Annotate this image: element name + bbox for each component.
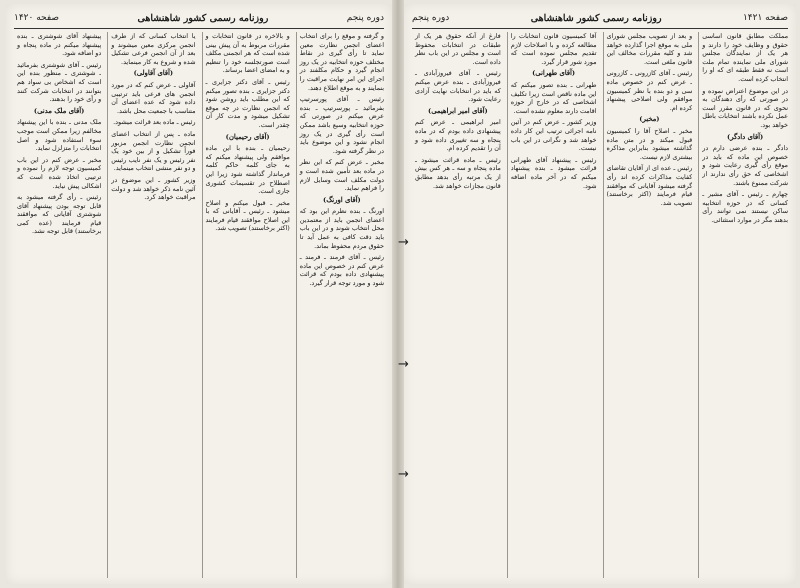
- paragraph: رئیس ـ رأی گرفته میشود به قابل توجه بودن پیشنهاد آقای شوشتری آقایانی که موافقند قیام فرمایند (عده کمی برخاستند) قابل توجه نشد.: [17, 193, 102, 236]
- right-header-rule: [412, 28, 788, 29]
- left-page-header: [14, 10, 384, 26]
- left-page: [6, 4, 392, 584]
- paragraph: پیشنهاد آقای شوشتری ـ بنده پیشنهاد میکنم در ماده پنجاه و دو اضافه شود.: [17, 32, 102, 58]
- right-issue-label: دوره پنجم: [412, 13, 450, 23]
- right-newspaper-title: روزنامه رسمی کشور شاهنشاهی: [530, 12, 662, 24]
- paragraph: طهرانی ـ بنده تصور میکنم که این ماده ناقص است زیرا تکلیف اشخاصی که در خارج از حوزه اقامت دارند معلوم نشده است.: [510, 80, 597, 115]
- paragraph: ملک مدنی ـ بنده با این پیشنهاد مخالفم زیرا ممکن است موجب سوء استفاده شود و اصل انتخابات را متزلزل نماید.: [17, 118, 102, 153]
- left-column: [202, 32, 290, 578]
- paragraph: چهارم ـ رئیس ـ آقای مشیر ـ کسانی که در حوزه انتخابیه ساکن نیستند نمی توانند رأی بدهند مگر در موارد استثنائی.: [702, 190, 788, 224]
- paragraph: رئیس ـ پیشنهاد آقای طهرانی قرائت میشود ـ بنده پیشنهاد میکنم که در آخر ماده اضافه شود.: [510, 155, 597, 190]
- paragraph: مخبر ـ عرض کنم که این نظر در ماده بعد تأمین شده است و دولت مکلف است وسایل لازم را فراهم نماید.: [299, 158, 384, 193]
- paragraph: ماده ـ پس از انتخاب اعضای انجمن نظارت انجمن مزبور فوراً تشکیل و از بین خود یک نفر رئیس و یک نفر نایب رئیس و دو نفر منشی انتخاب مینماید.: [111, 129, 196, 173]
- paragraph: رئیس ـ آقای شوشتری بفرمائید ـ شوشتری ـ منظور بنده این است که اشخاص بی سواد هم بتوانند در انتخابات شرکت کنند و رأی خود را بدهند.: [17, 60, 102, 104]
- paragraph: رئیس ـ آقای فرمند ـ فرمند ـ عرض کنم در خصوص این ماده پیشنهادی داده بودم که قرائت شود و مورد توجه قرار گیرد.: [299, 253, 384, 288]
- paragraph: یا انتخاب کسانی که از طرف انجمن مرکزی معین میشوند و بعد از آن انجمن فرعی تشکیل شده و شروع به کار مینماید.: [111, 32, 196, 66]
- margin-arrow-icon: →: [398, 467, 409, 482]
- paragraph: رئیس ـ آقای پورسرتیپ بفرمائید ـ پورسرتیپ ـ بنده عرض میکنم در صورتی که حوزه انتخابیه وسیع باشد ممکن است رأی گیری در یک روز انجام نشود و این موضوع باید در نظر گرفته شود.: [299, 95, 384, 155]
- speaker-heading: (مخبر): [639, 115, 660, 124]
- right-column: [698, 32, 788, 578]
- paragraph: وزیر کشور ـ عرض کنم در آئین نامه اجرائی ترتیب این کار داده خواهد شد و نگرانی در این باب نیست.: [510, 118, 597, 153]
- paragraph: فارغ از آنکه حقوق هر یک از طبقات در انتخابات محفوظ است و مجلس در این باب نظر داده است.: [415, 32, 501, 66]
- right-page-header: [412, 10, 788, 26]
- left-column: [296, 32, 384, 578]
- left-column: [107, 32, 195, 578]
- paragraph: و بعد از تصویب مجلس شورای ملی به موقع اجرا گذارده خواهد شد و کلیه مقررات مخالف این قانون ملغی است.: [606, 32, 693, 66]
- left-header-rule: [14, 28, 384, 29]
- paragraph: مملکت مطابق قانون اساسی حقوق و وظایف خود را دارند و هر یک از نمایندگان مجلس شورای ملی نماینده تمام ملت است نه فقط طبقه ای که او را انتخاب کرده است.: [702, 32, 788, 83]
- page-gutter: [392, 0, 404, 588]
- paragraph: رحیمیان ـ بنده با این ماده موافقم ولی پیشنهاد میکنم که به جای کلمه حاکم کلمه فرماندار گذاشته شود زیرا این اصطلاح در تقسیمات کشوری جاری است.: [205, 144, 290, 196]
- paragraph: رئیس ـ آقای کازرونی ـ کازرونی ـ عرض کنم در خصوص ماده سی و دو بنده با نظر کمیسیون موافقم ولی اصلاحی پیشنهاد کرده ام.: [606, 69, 693, 112]
- paragraph: رئیس ـ آقای فیروزآبادی ـ فیروزآبادی ـ بنده عرض میکنم که باید در انتخابات نهایت آزادی رعایت شود.: [415, 69, 501, 104]
- paragraph: آقاولی ـ عرض کنم که در مورد انجمن های فرعی باید ترتیبی داده شود که عده اعضای آن متناسب با جمعیت محل باشد.: [111, 80, 196, 115]
- paragraph: وزیر کشور ـ این موضوع در آئین نامه ذکر خواهد شد و دولت مراقبت خواهد کرد.: [111, 175, 196, 202]
- paragraph: مخبر ـ قبول میکنم و اصلاح میشود ـ رئیس ـ آقایانی که با این اصلاح موافقند قیام فرمایند (اکثر برخاستند) تصویب شد.: [205, 198, 290, 233]
- speaker-heading: (آقای امیر ابراهیمی): [428, 106, 488, 115]
- right-column: [603, 32, 693, 578]
- left-newspaper-title: روزنامه رسمی کشور شاهنشاهی: [137, 12, 269, 24]
- paragraph: دادگر ـ بنده عرضی دارم در خصوص این ماده که باید در موقع رأی گیری رعایت شود و اشخاصی که حق رأی ندارند از شرکت ممنوع باشند.: [702, 144, 788, 187]
- right-page: [404, 4, 796, 584]
- right-column: [412, 32, 501, 578]
- paragraph: مخبر ـ عرض کنم در این باب کمیسیون توجه لازم را نموده و ترتیبی اتخاذ شده است که اشکالی پیش نیاید.: [17, 155, 102, 190]
- speaker-heading: (آقای اورنگ): [322, 195, 361, 204]
- right-columns: [412, 32, 788, 578]
- paragraph: رئیس ـ آقای دکتر جزایری ـ دکتر جزایری ـ بنده تصور میکنم که این مطلب باید روشن شود که انجمن نظارت در چه موقع تشکیل میشود و مدت کار آن چقدر است.: [205, 77, 290, 129]
- margin-arrow-icon: →: [398, 235, 409, 250]
- left-page-number: صفحه ۱۴۲۰: [14, 13, 60, 23]
- paragraph: رئیس ـ ماده قرائت میشود ـ ماده پنجاه و سه ـ هر کس بیش از یک مرتبه رأی بدهد مطابق قانون مجازات خواهد شد.: [415, 155, 501, 190]
- speaker-heading: (آقای ملک مدنی): [33, 106, 85, 115]
- left-issue-label: دوره پنجم: [346, 13, 384, 23]
- paragraph: امیر ابراهیمی ـ عرض کنم پیشنهادی داده بودم که در ماده پنجاه و سه تغییری داده شود و آن را تقدیم کرده ام.: [415, 118, 501, 153]
- speaker-heading: (آقای طهرانی): [532, 69, 576, 78]
- paragraph: در این موضوع اعتراض نموده و در صورتی که رأی دهندگان به نحوی که در قانون مقرر است عمل نکرده باشند انتخابات باطل خواهد بود.: [702, 86, 788, 129]
- paragraph: و گرفته و موقع را برای انتخاب اعضای انجمن نظارت معین نماید تا رأی گیری در نقاط مختلف حوزه انتخابیه در یک روز انجام گیرد و حکام مکلفند در اجرای این امر نهایت مراقبت را بنمایند و به موقع اطلاع دهند.: [299, 32, 384, 92]
- left-columns: [14, 32, 384, 578]
- paragraph: اورنگ ـ بنده نظرم این بود که اعضای انجمن باید از معتمدین محل انتخاب شوند و در این باب باید دقت کافی به عمل آید تا حقوق مردم محفوظ بماند.: [299, 207, 384, 250]
- paragraph: رئیس ـ عده ای از آقایان تقاضای کفایت مذاکرات کرده اند رأی گرفته میشود آقایانی که موافقند قیام فرمایند (اکثر برخاستند) تصویب شد.: [606, 164, 693, 207]
- paragraph: مخبر ـ اصلاح آقا را کمیسیون قبول میکند و در متن ماده گذاشته میشود بنابراین مذاکره بیشتری لازم نیست.: [606, 126, 693, 161]
- speaker-heading: (آقای آقاولی): [133, 69, 174, 78]
- speaker-heading: (آقای رحیمیان): [225, 132, 270, 141]
- left-column: [14, 32, 101, 578]
- right-column: [507, 32, 597, 578]
- paragraph: رئیس ـ ماده بعد قرائت میشود.: [113, 118, 196, 127]
- speaker-heading: (آقای دادگر): [726, 132, 764, 141]
- paragraph: و بالاخره در قانون انتخابات و مقررات مربوط به آن پیش بینی شده است که هر انجمنی مکلف است صورتجلسه خود را تنظیم و به امضای اعضا برساند.: [205, 32, 290, 75]
- right-page-number: صفحه ۱۴۲۱: [742, 13, 788, 23]
- paragraph: آقا کمیسیون قانون انتخابات را مطالعه کرده و با اصلاحات لازم تقدیم مجلس نموده است که مورد شور قرار گیرد.: [510, 32, 597, 66]
- margin-arrow-icon: →: [398, 357, 409, 372]
